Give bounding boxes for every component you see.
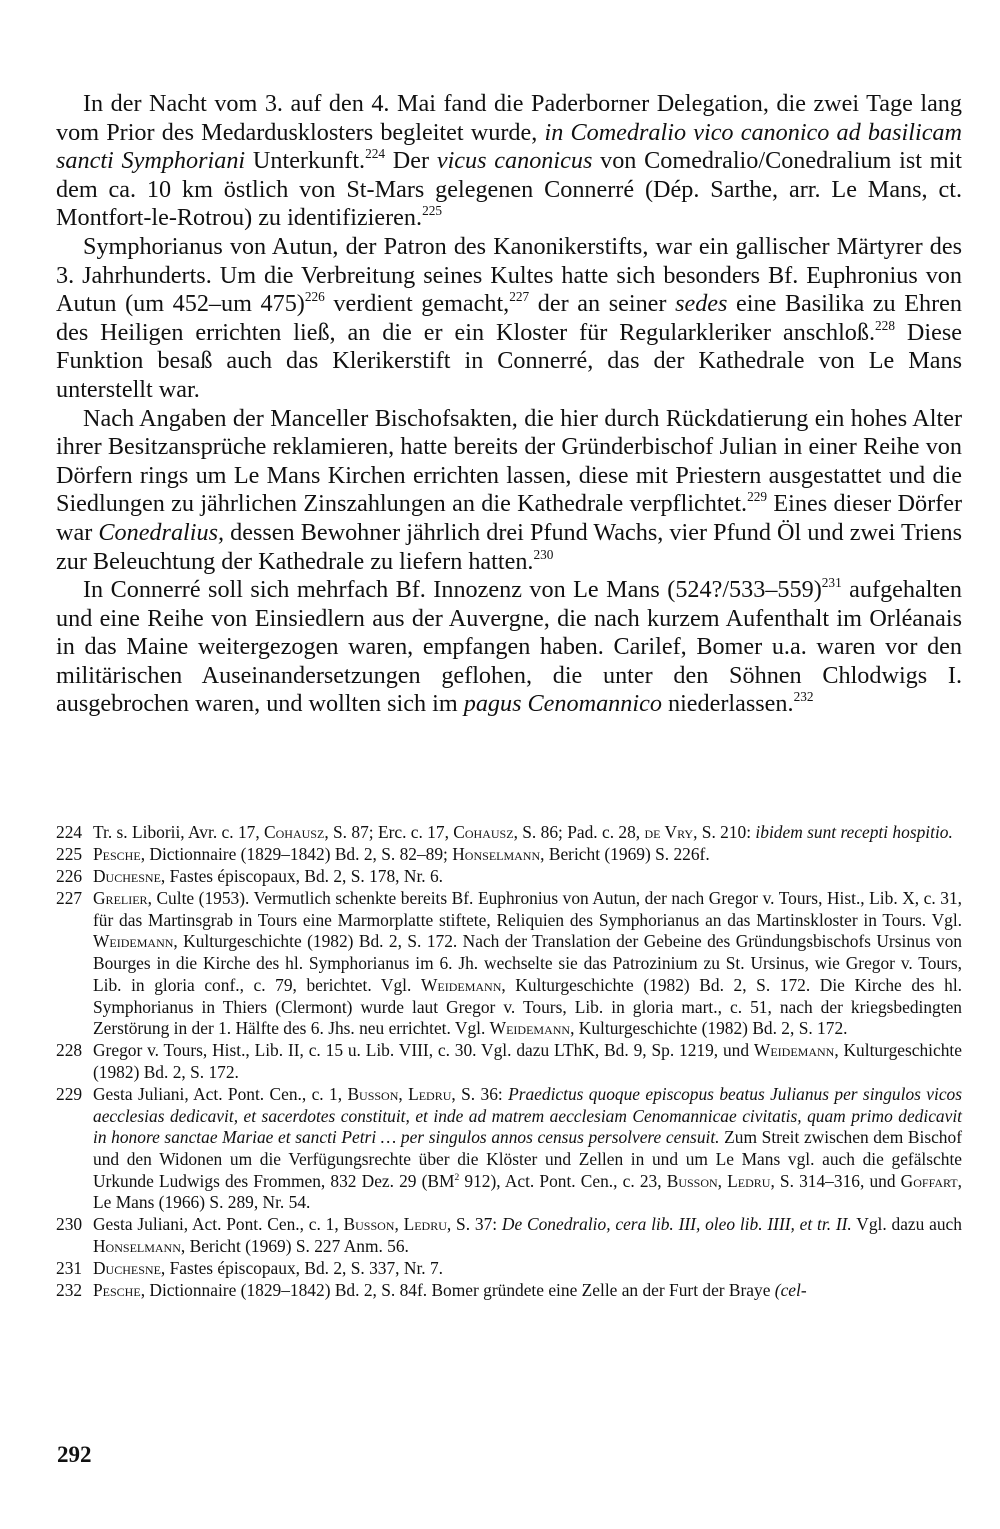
text-run: Gesta Juliani, Act. Pont. Cen., c. 1, xyxy=(93,1083,348,1104)
text-run: , Le Mans (1966) S. 289, Nr. 54. xyxy=(93,1170,962,1213)
italic-text: Praedictus quoque episcopus beatus Julianus per singulos vicos aecclesias dedicavit, et sacerdotes constituit, et inde ad matrem aecclesiam Cenomannicae civitatis, quam primo dedicavit in honore sanctae Mariae et sancti Petri … per singulos annos census persolvere censuit. xyxy=(93,1083,962,1148)
footnote xyxy=(56,888,962,1040)
text-run: verdient gemacht, xyxy=(324,290,510,318)
footnote-number: 226 xyxy=(56,866,83,886)
text-run: , Bericht (1969) S. 227 Anm. 56. xyxy=(180,1236,409,1257)
footnote xyxy=(56,822,962,844)
text-run: niederlassen. xyxy=(661,690,794,718)
author-name: Ledru xyxy=(403,1214,447,1235)
text-run: Zum Streit zwischen dem Bischof und den Widonen um die Verfügungsrechte über die Klöster und Zellen in und um Le Mans vgl. auch die gefälschte Urkunde Ludwigs des Frommen, 832 Dez. 29 (BM xyxy=(93,1127,962,1191)
text-run: , Kulturgeschichte (1982) Bd. 2, S. 172. Nach der Translation der Gebeine des Gründungsbischofs Ursinus von Bourges in die Kirche des hl. Symphorianus im 6. Jh. wechselte sie das Patrozinium zu St. Ursinus, wie Gregor v. Tours, Lib. in gloria conf., c. 79, berichtet. Vgl. xyxy=(93,931,962,995)
paragraph xyxy=(56,576,962,719)
author-name: Honselmann xyxy=(452,844,541,864)
author-name: Duchesne xyxy=(93,1258,161,1279)
footnote xyxy=(56,1214,962,1257)
text-run: , xyxy=(717,1170,728,1191)
text-run: Nach Angaben der Manceller Bischofsakten, die hier durch Rückdatierung ein hohes Alter ihrer Besitzansprüche reklamieren, hatte bereits der Gründerbischof Julian in einer Reihe von Dörfern rings um Le Mans Kirchen errichten lassen, diese mit Priestern ausgestattet und die Siedlungen zu jährlichen Zinszahlungen an die Kathedrale verpflichtet. xyxy=(56,404,962,518)
italic-text: pagus Cenomannico xyxy=(463,690,662,718)
author-name: Weidemann xyxy=(420,974,502,995)
footnote-reference: 226 xyxy=(304,289,325,305)
footnote-reference: 224 xyxy=(365,146,386,162)
text-run: , Dictionnaire (1829–1842) Bd. 2, S. 82–89; xyxy=(140,844,453,864)
footnote-number: 224 xyxy=(56,822,83,842)
author-name: Weidemann xyxy=(489,1018,571,1039)
text-run: , Fastes épiscopaux, Bd. 2, S. 178, Nr. 6. xyxy=(160,866,444,886)
text-run: , S. 86; Pad. c. 28, xyxy=(513,822,645,842)
paragraph xyxy=(56,233,962,405)
author-name: de Vry xyxy=(644,822,694,842)
text-run: , xyxy=(394,1214,404,1235)
author-name: Ledru xyxy=(408,1083,452,1104)
text-run: , S. 210: xyxy=(693,822,756,842)
text-run: , S. 314–316, und xyxy=(770,1170,901,1191)
footnote xyxy=(56,1258,962,1280)
footnote-number: 230 xyxy=(56,1214,83,1235)
footnote-reference: 2 xyxy=(454,1171,460,1183)
author-name: Pesche xyxy=(93,844,141,864)
text-run: , Culte (1953). Vermutlich schenkte bereits Bf. Euphronius von Autun, der nach Gregor v. Tours, Hist., Lib. X, c. 31, für das Martinsgrab in Tours eine Marmorplatte stiftete, Reliquien des Symphorianus an das Martinskloster in Tours. Vgl. xyxy=(93,888,962,930)
author-name: Duchesne xyxy=(93,866,161,886)
text-run: dessen Bewohner jährlich drei Pfund Wachs, vier Pfund Öl und zwei Triens zur Beleuchtung der Kathedrale zu liefern hatten. xyxy=(56,518,962,575)
author-name: Grelier xyxy=(93,888,148,908)
author-name: Pesche xyxy=(93,1280,141,1301)
text-run: der an seiner xyxy=(529,290,676,318)
text-run: , Kulturgeschichte (1982) Bd. 2, S. 172. Die Kirche des hl. Symphorianus in Thiers (Clermont) wurde laut Gregor v. Tours, Lib. in gloria mart., c. 51, nach der kriegsbedingten Zerstörung in der 1. Hälfte des 6. Jhs. neu errichtet. Vgl. xyxy=(93,974,962,1039)
author-name: Weidemann xyxy=(753,1040,835,1061)
italic-text: (cel- xyxy=(774,1280,807,1301)
author-name: Cohausz xyxy=(453,822,514,842)
footnote-reference: 228 xyxy=(875,317,895,333)
text-run: , Dictionnaire (1829–1842) Bd. 2, S. 84f. Bomer gründete eine Zelle an der Furt der Braye xyxy=(140,1280,775,1301)
footnote-number: 228 xyxy=(56,1040,83,1061)
author-name: Goffart xyxy=(900,1170,958,1191)
text-run: , S. 37: xyxy=(446,1214,502,1235)
text-run: , Fastes épiscopaux, Bd. 2, S. 337, Nr. 7. xyxy=(160,1258,444,1279)
text-run: , S. 36: xyxy=(451,1083,509,1104)
text-run: Unterkunft. xyxy=(245,147,366,175)
text-run: Tr. s. Liborii, Avr. c. 17, xyxy=(93,822,265,842)
author-name: Busson xyxy=(343,1214,395,1235)
italic-text: Conedralius, xyxy=(98,518,225,546)
text-run: Der xyxy=(385,147,437,175)
italic-text: sedes xyxy=(675,290,728,318)
footnote-number: 231 xyxy=(56,1258,83,1279)
author-name: Busson xyxy=(347,1083,399,1104)
author-name: Honselmann xyxy=(93,1236,181,1257)
author-name: Busson xyxy=(666,1170,718,1191)
text-run: von Comedralio/Conedralium ist mit dem ca. 10 km östlich von St-Mars gelegenen Connerré (Dép. Sarthe, arr. Le Mans, ct. Montfort-le-Rotrou) zu identifizieren. xyxy=(56,147,962,232)
footnote xyxy=(56,1084,962,1214)
footnotes xyxy=(56,822,962,1302)
text-run: , Kulturgeschichte (1982) Bd. 2, S. 172. xyxy=(93,1040,962,1082)
footnote xyxy=(56,866,962,888)
text-run: In Connerré soll sich mehrfach Bf. Innozenz von Le Mans (524?/533–559) xyxy=(83,576,822,604)
footnote-reference: 231 xyxy=(821,575,842,591)
text-run: , Kulturgeschichte (1982) Bd. 2, S. 172. xyxy=(570,1018,848,1039)
italic-text: vicus canonicus xyxy=(436,147,593,175)
footnote-reference: 227 xyxy=(509,289,530,305)
author-name: Cohausz xyxy=(264,822,325,842)
footnote-number: 225 xyxy=(56,844,83,864)
text-run: 912), Act. Pont. Cen., c. 23, xyxy=(459,1170,667,1191)
text-run: Gregor v. Tours, Hist., Lib. II, c. 15 u. Lib. VIII, c. 30. Vgl. dazu LThK, Bd. 9, Sp. 1219, und xyxy=(93,1040,754,1061)
text-run: In der Nacht vom 3. auf den 4. Mai fand die Paderborner Delegation, die zwei Tage lang vom Prior des Medardusklosters begleitet wurde, xyxy=(56,90,962,146)
text-run: Eines dieser Dörfer war xyxy=(56,490,962,546)
text-run: , S. 87; Erc. c. 17, xyxy=(324,822,454,842)
page-number: 292 xyxy=(57,1442,92,1467)
footnote-number: 227 xyxy=(56,888,83,908)
footnote-reference: 232 xyxy=(793,689,814,705)
footnote-number: 232 xyxy=(56,1280,83,1301)
paragraph xyxy=(56,405,962,577)
text-run: Symphorianus von Autun, der Patron des Kanonikerstifts, war ein gallischer Märtyrer des 3. Jahrhunderts. Um die Verbreitung seines Kultes hatte sich besonders Bf. Euphronius von Autun (um 452–um 475) xyxy=(56,232,962,318)
footnote-reference: 225 xyxy=(422,203,443,219)
text-run: eine Basilika zu Ehren des Heiligen errichten ließ, an die er ein Kloster für Regularkleriker anschloß. xyxy=(56,290,962,346)
footnote-number: 229 xyxy=(56,1083,83,1104)
text-run: aufgehalten und eine Reihe von Einsiedlern aus der Auvergne, die nach kurzem Aufenthalt im Orléanais in das Maine weitergezogen waren, empfangen haben. Carilef, Bomer u.a. waren vor den militärischen Auseinandersetzungen geflohen, die unter den Söhnen Chlodwigs I. ausgebrochen waren, und wollten sich im xyxy=(56,576,962,718)
italic-text: in Comedralio vico canonico ad basilicam sancti Symphoriani xyxy=(56,118,962,175)
paragraph xyxy=(56,90,962,233)
italic-text: De Conedralio, cera lib. III, oleo lib. IIII, et tr. II. xyxy=(501,1214,852,1235)
text-run: Diese Funktion besaß auch das Klerikerstift in Connerré, das der Kathedrale von Le Mans unterstellt war. xyxy=(56,318,962,403)
author-name: Ledru xyxy=(727,1170,771,1191)
footnote-reference: 229 xyxy=(747,489,768,505)
footnote xyxy=(56,844,962,866)
main-text xyxy=(56,90,962,719)
text-run: , xyxy=(398,1083,409,1104)
author-name: Weidemann xyxy=(93,931,174,952)
footnote xyxy=(56,1280,962,1302)
footnote-reference: 230 xyxy=(533,546,554,562)
text-run: Vgl. dazu auch xyxy=(851,1214,962,1235)
text-run: , Bericht (1969) S. 226f. xyxy=(540,844,710,864)
italic-text: ibidem sunt recepti hospitio. xyxy=(755,822,953,842)
footnote xyxy=(56,1040,962,1083)
text-run: Gesta Juliani, Act. Pont. Cen., c. 1, xyxy=(93,1214,344,1235)
